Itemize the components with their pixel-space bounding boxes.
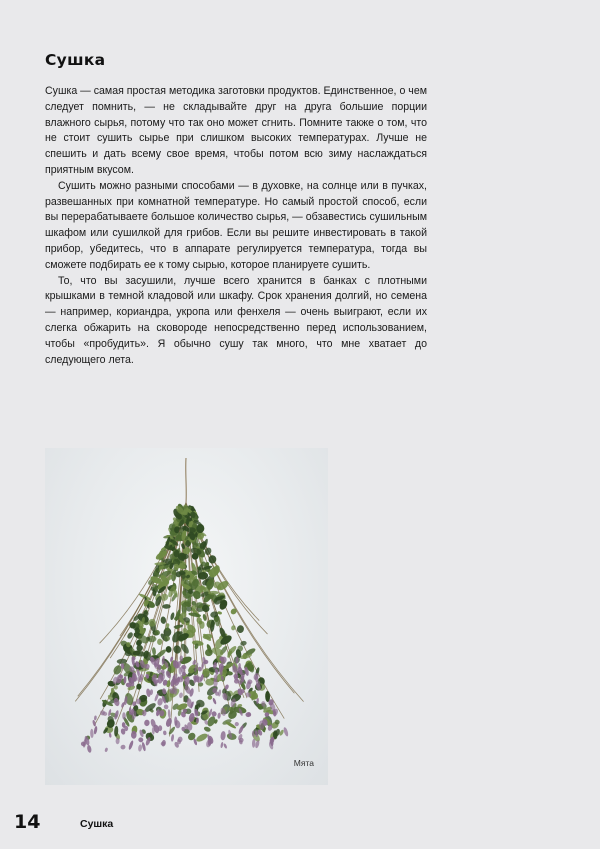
page-number: 14 bbox=[14, 811, 41, 833]
paragraph-2: Сушить можно разными способами — в духовке, на солнце или в пучках, развешанных при комнатной температуре. Но самый простой способ, если вы перерабатываете большое количество сырья, — обзавестись сушильным шкафом или сушилкой для грибов. Если вы решите инвестировать в такой прибор, убедитесь, что в аппарате регулируется температура, тогда вы сможете подбирать ее к тому сырью, которое планируете сушить. bbox=[45, 179, 427, 271]
footer-section-label: Сушка bbox=[80, 818, 114, 830]
mint-bundle-photo bbox=[45, 448, 328, 785]
paragraph-3: То, что вы засушили, лучше всего хранится в банках с плотными крышками в темной кладовой или шкафу. Срок хранения долгий, но семена — например, кориандра, укропа или фенхеля — очень выиграют, если их слегка обжарить на сковороде непосредственно перед использованием, чтобы «пробудить». Я обычно сушу так много, что мне хватает до следующего лета. bbox=[45, 274, 427, 366]
photo-caption: Мята bbox=[293, 758, 314, 768]
article-body bbox=[45, 84, 427, 368]
mint-bundle-illustration bbox=[45, 448, 328, 785]
paragraph-1: Сушка — самая простая методика заготовки продуктов. Единственное, о чем следует помнить, — не складывайте друг на друга большие порции влажного сырья, потому что так оно может сгнить. Помните также о том, что не стоит сушить сырье при слишком высоких температурах. Лучше не спешить и дать всему свое время, чтобы потом всю зиму наслаждаться приятным вкусом. bbox=[45, 85, 427, 176]
section-heading: Сушка bbox=[45, 51, 106, 69]
